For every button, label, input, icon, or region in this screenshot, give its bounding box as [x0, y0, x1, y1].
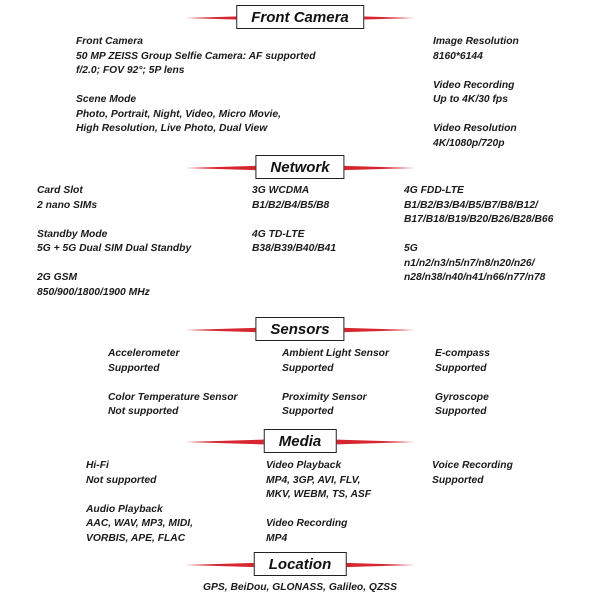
spec-value: Supported: [108, 362, 160, 374]
spec-label: 4G TD-LTE: [252, 228, 305, 240]
spec-label: Voice Recording: [432, 460, 513, 471]
spec-value: Supported: [435, 406, 487, 417]
spec-value: Supported: [432, 474, 484, 486]
media-specs-col1: [86, 459, 193, 546]
front-camera-specs-right: [433, 35, 519, 151]
spec-value: 50 MP ZEISS Group Selfie Camera: AF supported: [76, 50, 316, 62]
spec-label: Video Recording: [266, 518, 348, 529]
spec-label: 2G GSM: [37, 272, 78, 283]
media-specs-col3: [432, 459, 513, 488]
sensors-specs-col1: [108, 347, 238, 420]
spec-label: Video Resolution: [433, 123, 517, 134]
spec-value: VORBIS, APE, FLAC: [86, 532, 186, 544]
spec-label: Audio Playback: [86, 503, 163, 515]
spec-label: E-compass: [435, 348, 490, 359]
network-specs-col1: [37, 184, 191, 300]
spec-value: B1/B2/B4/B5/B8: [252, 199, 330, 211]
section-title: Location: [254, 552, 347, 576]
spec-label: Accelerometer: [108, 348, 180, 359]
spec-value: AAC, WAV, MP3, MIDI,: [86, 518, 193, 529]
section-title: Front Camera: [236, 5, 364, 29]
spec-value: B38/B39/B40/B41: [252, 243, 337, 254]
spec-label: Gyroscope: [435, 391, 489, 403]
section-header-media: [0, 429, 600, 455]
section-header-location: [0, 552, 600, 578]
spec-value: B1/B2/B3/B4/B5/B7/B8/B12/: [404, 199, 538, 211]
spec-value: Supported: [282, 362, 334, 374]
spec-label: Ambient Light Sensor: [282, 348, 389, 359]
section-header-front-camera: [0, 5, 600, 31]
sensors-specs-col2: [282, 347, 389, 420]
spec-value: 5G + 5G Dual SIM Dual Standby: [37, 243, 192, 254]
spec-value: Supported: [435, 362, 487, 374]
spec-value: n1/n2/n3/n5/n7/n8/n20/n26/: [404, 257, 535, 269]
location-value: GPS, BeiDou, GLONASS, Galileo, QZSS: [203, 582, 397, 593]
spec-value: High Resolution, Live Photo, Dual View: [76, 123, 268, 134]
spec-value: 2 nano SIMs: [37, 199, 98, 211]
spec-label: Standby Mode: [37, 228, 108, 240]
spec-label: 4G FDD-LTE: [404, 185, 464, 196]
spec-value: 8160*6144: [433, 50, 483, 62]
section-title: Network: [255, 155, 344, 179]
spec-label: Video Recording: [433, 79, 515, 91]
spec-label: Scene Mode: [76, 94, 137, 105]
spec-label: Image Resolution: [433, 36, 519, 47]
network-specs-col2: [252, 184, 336, 257]
spec-value: n28/n38/n40/n41/n66/n77/n78: [404, 272, 546, 283]
section-header-network: [0, 155, 600, 181]
spec-value: Supported: [282, 406, 334, 417]
section-header-sensors: [0, 317, 600, 343]
section-title: Sensors: [255, 317, 344, 341]
spec-value: 850/900/1800/1900 MHz: [37, 286, 150, 298]
spec-value: Up to 4K/30 fps: [433, 94, 508, 105]
spec-label: 5G: [404, 243, 418, 254]
section-title: Media: [264, 429, 337, 453]
spec-label: Front Camera: [76, 36, 143, 47]
spec-value: MP4: [266, 532, 288, 544]
spec-value: f/2.0; FOV 92°; 5P lens: [76, 65, 185, 76]
spec-value: Not supported: [86, 474, 157, 486]
spec-label: Color Temperature Sensor: [108, 391, 238, 403]
spec-label: Video Playback: [266, 460, 342, 471]
spec-label: Card Slot: [37, 185, 83, 196]
media-specs-col2: [266, 459, 371, 546]
spec-value: MP4, 3GP, AVI, FLV,: [266, 474, 361, 486]
spec-label: 3G WCDMA: [252, 185, 310, 196]
front-camera-specs-left: [76, 35, 316, 137]
spec-value: 4K/1080p/720p: [433, 137, 505, 149]
spec-value: Not supported: [108, 406, 179, 417]
sensors-specs-col3: [435, 347, 490, 420]
spec-label: Hi-Fi: [86, 460, 109, 471]
spec-value: B17/B18/B19/B20/B26/B28/B66: [404, 214, 554, 225]
spec-label: Proximity Sensor: [282, 391, 367, 403]
spec-value: Photo, Portrait, Night, Video, Micro Movie,: [76, 108, 281, 120]
network-specs-col3: [404, 184, 553, 286]
spec-value: MKV, WEBM, TS, ASF: [266, 489, 372, 500]
